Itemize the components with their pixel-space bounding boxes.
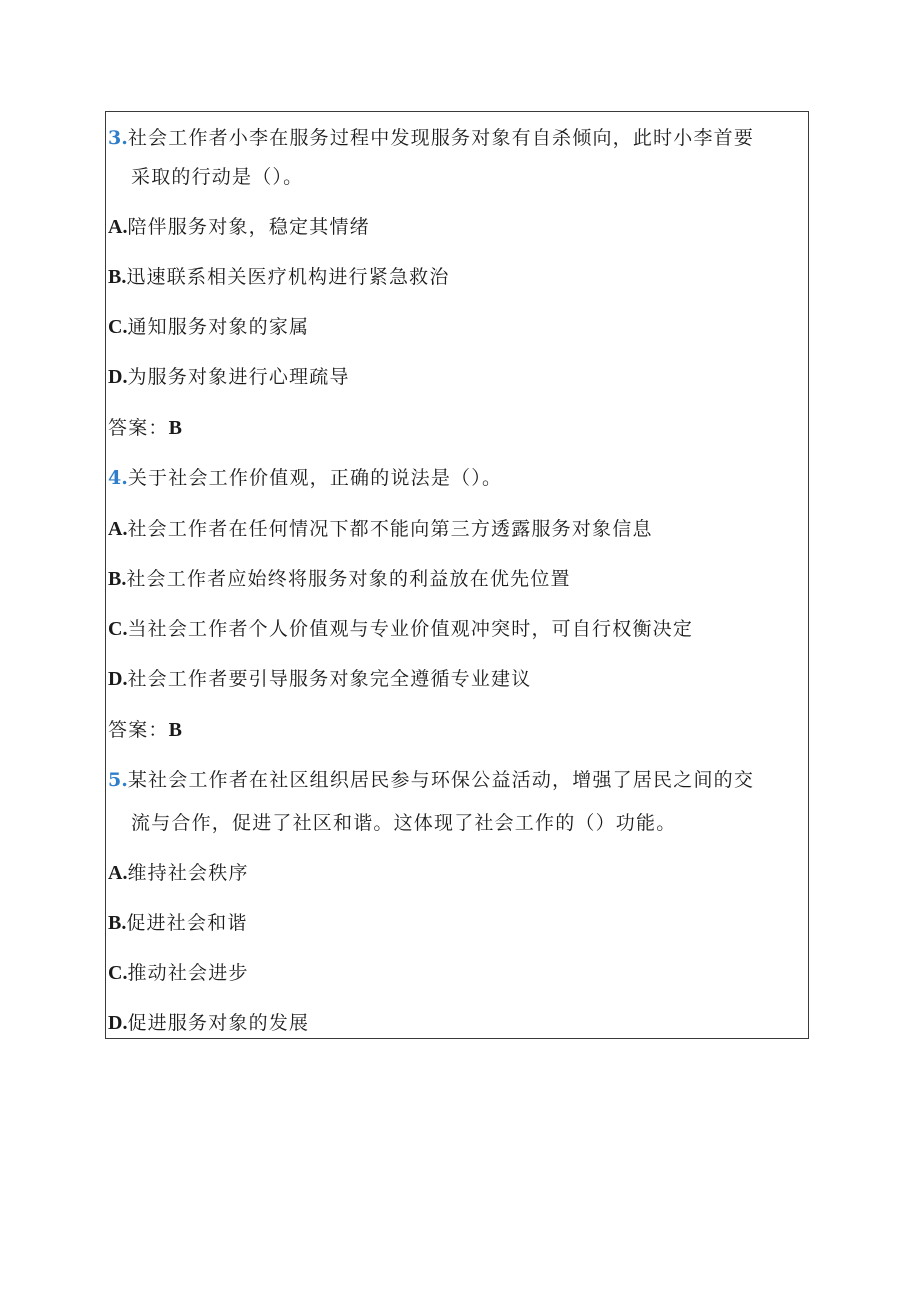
option-letter: C. [108, 618, 128, 640]
question-3-stem [108, 124, 754, 152]
option-text: 迅速联系相关医疗机构进行紧急救治 [126, 266, 450, 288]
option-text: 社会工作者应始终将服务对象的利益放在优先位置 [126, 568, 571, 590]
option-text: 社会工作者在任何情况下都不能向第三方透露服务对象信息 [127, 518, 653, 540]
question-3-option-d [108, 363, 350, 391]
question-4-option-c [108, 615, 693, 643]
option-text: 为服务对象进行心理疏导 [127, 366, 350, 388]
option-text: 促进服务对象的发展 [127, 1012, 310, 1034]
option-text: 维持社会秩序 [127, 862, 249, 884]
question-5-option-b [108, 909, 248, 937]
question-stem-text: 某社会工作者在社区组织居民参与环保公益活动，增强了居民之间的交 [127, 769, 755, 791]
answer-label: 答案： [108, 417, 169, 439]
question-3-option-a [108, 213, 370, 241]
question-number: 4. [108, 467, 128, 489]
question-number: 5. [108, 769, 128, 791]
question-4-option-b [108, 565, 571, 593]
question-4-answer [108, 716, 183, 744]
question-4-stem [108, 464, 502, 492]
question-number: 3. [108, 127, 128, 149]
question-4-option-a [108, 515, 653, 543]
question-5-option-d [108, 1009, 309, 1037]
question-5-stem-continued: 流与合作，促进了社区和谐。这体现了社会工作的（）功能。 [131, 812, 677, 834]
answer-label: 答案： [108, 719, 169, 741]
option-text: 通知服务对象的家属 [127, 316, 310, 338]
option-letter: A. [108, 862, 128, 884]
question-stem-text: 社会工作者小李在服务过程中发现服务对象有自杀倾向，此时小李首要 [127, 127, 755, 149]
question-3-option-b [108, 263, 450, 291]
question-3-option-c [108, 313, 309, 341]
question-5-option-c [108, 959, 249, 987]
option-letter: C. [108, 962, 128, 984]
question-4-option-d [108, 665, 531, 693]
option-letter: B. [108, 912, 127, 934]
option-text: 推动社会进步 [127, 962, 249, 984]
option-letter: A. [108, 518, 128, 540]
option-text: 陪伴服务对象，稳定其情绪 [127, 216, 370, 238]
question-5-option-a [108, 859, 249, 887]
question-3-stem-continued: 采取的行动是（）。 [131, 166, 304, 188]
option-letter: B. [108, 266, 127, 288]
answer-value: B [168, 719, 184, 741]
option-letter: B. [108, 568, 127, 590]
option-text: 社会工作者要引导服务对象完全遵循专业建议 [127, 668, 532, 690]
option-letter: D. [108, 668, 128, 690]
option-letter: D. [108, 366, 128, 388]
option-letter: D. [108, 1012, 128, 1034]
option-letter: C. [108, 316, 128, 338]
option-text: 促进社会和谐 [126, 912, 248, 934]
option-text: 当社会工作者个人价值观与专业价值观冲突时，可自行权衡决定 [127, 618, 694, 640]
question-3-answer [108, 414, 183, 442]
option-letter: A. [108, 216, 128, 238]
question-5-stem [108, 766, 754, 794]
answer-value: B [168, 417, 184, 439]
question-stem-text: 关于社会工作价值观，正确的说法是（）。 [127, 467, 503, 489]
